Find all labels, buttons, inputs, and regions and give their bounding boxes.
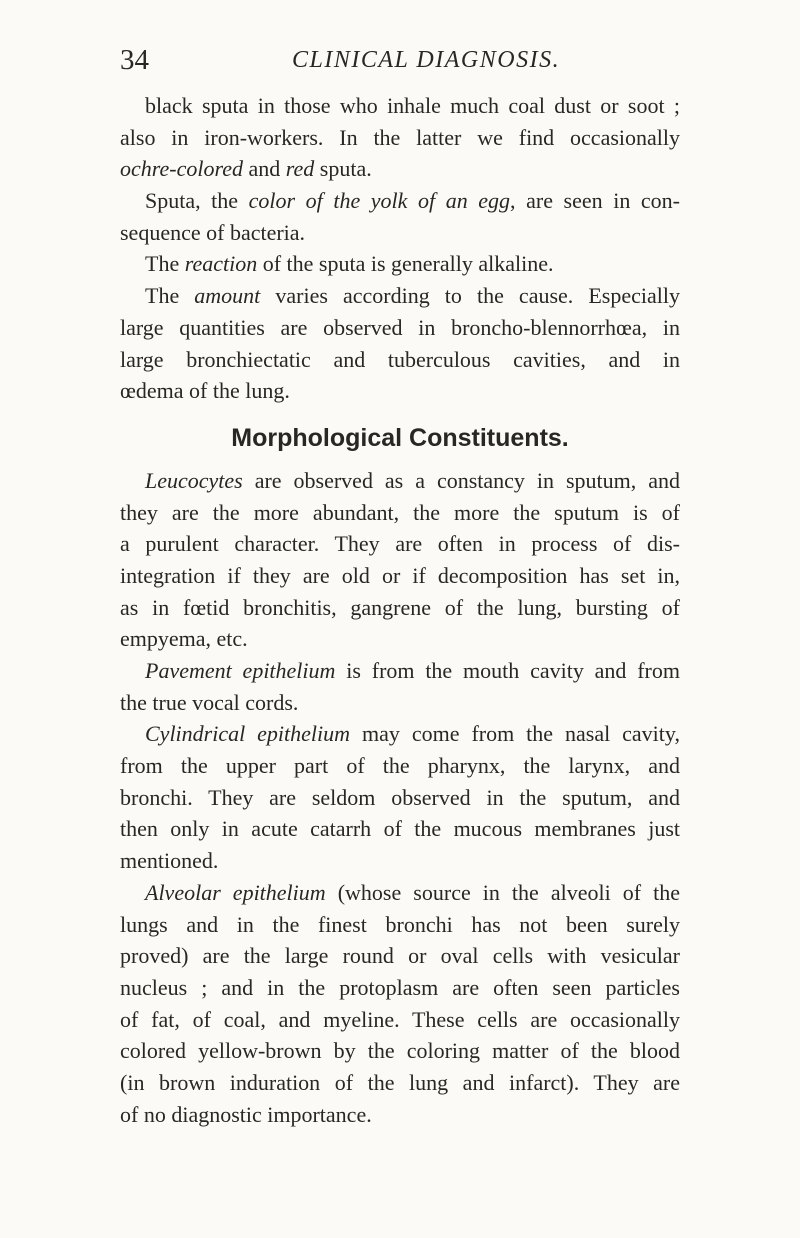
text-run: also in iron-workers. In the latter we find occasionally <box>120 124 680 150</box>
text-line <box>120 465 680 497</box>
text-run: empyema, etc. <box>120 626 248 652</box>
text-run: The <box>145 283 195 309</box>
text-run: mentioned. <box>120 848 219 874</box>
paragraph <box>120 90 680 185</box>
italic-term: red <box>285 156 315 182</box>
text-run: black sputa in those who inhale much coal dust or soot ; <box>145 93 680 118</box>
text-run: of no diagnostic importance. <box>120 1101 372 1127</box>
text-line <box>120 623 680 655</box>
text-run: lungs and in the finest bronchi has not been surely <box>120 911 680 937</box>
text-run: sequence of bacteria. <box>120 219 306 245</box>
text-line <box>120 1067 680 1099</box>
text-line <box>120 1035 680 1067</box>
text-line <box>120 217 680 249</box>
section-heading: Morphological Constituents. <box>231 423 569 452</box>
italic-term: Leucocytes <box>145 467 243 493</box>
paragraph <box>120 718 680 876</box>
text-line <box>120 344 680 376</box>
text-line <box>120 750 680 782</box>
text-line <box>120 940 680 972</box>
text-line <box>120 718 680 750</box>
paragraph <box>120 280 680 407</box>
text-run: œdema of the lung. <box>120 378 290 404</box>
text-line <box>120 1099 680 1131</box>
text-line <box>120 782 680 814</box>
text-line <box>120 877 680 909</box>
text-line <box>120 813 680 845</box>
text-line <box>120 153 680 185</box>
text-line <box>120 528 680 560</box>
text-line <box>120 248 680 280</box>
text-line <box>120 845 680 877</box>
text-run: bronchi. They are seldom observed in the sputum, and <box>120 784 680 810</box>
text-run: large bronchiectatic and tuberculous cavities, and in <box>120 346 680 372</box>
text-line <box>120 375 680 407</box>
text-run: are observed as a constancy in sputum, and <box>242 467 680 493</box>
text-run: large quantities are observed in broncho-blennorrhœa, in <box>120 314 680 340</box>
text-line <box>120 280 680 312</box>
body-text <box>120 90 680 1130</box>
text-line <box>120 90 680 122</box>
paragraph <box>120 465 680 655</box>
paragraph <box>120 248 680 280</box>
text-run: colored yellow-brown by the coloring matter of the blood <box>120 1038 680 1064</box>
paragraph <box>120 655 680 718</box>
text-run: a purulent character. They are often in process of dis- <box>120 531 680 557</box>
italic-term: Pavement epithelium <box>145 658 336 683</box>
paragraph <box>120 877 680 1131</box>
text-line <box>120 560 680 592</box>
text-line <box>120 185 680 217</box>
text-line <box>120 122 680 154</box>
text-run: sputa. <box>314 156 372 182</box>
paragraph <box>120 185 680 248</box>
text-run: may come from the nasal cavity, <box>350 721 680 747</box>
page-header <box>120 44 680 84</box>
text-line <box>120 655 680 687</box>
italic-term: Alveolar epithelium <box>145 879 326 905</box>
text-run: of fat, of coal, and myeline. These cells are occasionally <box>120 1006 680 1032</box>
text-line <box>120 972 680 1004</box>
text-line <box>120 687 680 719</box>
text-run: and <box>243 156 286 182</box>
text-run: nucleus ; and in the protoplasm are often seen particles <box>120 974 680 1000</box>
italic-term: Cylindrical epithelium <box>145 721 351 747</box>
text-run: as in fœtid bronchitis, gangrene of the lung, bursting of <box>120 594 680 620</box>
text-run: then only in acute catarrh of the mucous membranes just <box>120 816 680 842</box>
text-line <box>120 1004 680 1036</box>
text-line <box>120 909 680 941</box>
text-run: , are seen in con- <box>510 188 680 214</box>
text-run: Sputa, the <box>145 188 249 214</box>
text-line <box>120 592 680 624</box>
italic-term: ochre-colored <box>120 156 243 182</box>
text-run: varies according to the cause. Especially <box>260 283 680 309</box>
text-line <box>120 312 680 344</box>
italic-term: amount <box>194 283 261 309</box>
text-run: they are the more abundant, the more the sputum is of <box>120 499 680 525</box>
text-run: of the sputa is generally alkaline. <box>257 251 554 277</box>
text-run: proved) are the large round or oval cells with vesicular <box>120 943 680 969</box>
italic-term: color of the yolk of an egg <box>248 188 511 214</box>
page-number: 34 <box>120 44 149 76</box>
text-run: The <box>145 251 185 277</box>
text-run: integration if they are old or if decomposition has set in, <box>120 562 680 588</box>
running-head: CLINICAL DIAGNOSIS. <box>292 47 561 73</box>
text-run: from the upper part of the pharynx, the larynx, and <box>120 753 680 779</box>
italic-term: reaction <box>184 251 258 277</box>
text-run: is from the mouth cavity and from <box>335 658 680 683</box>
text-run: the true vocal cords. <box>120 689 299 715</box>
text-run: (whose source in the alveoli of the <box>325 879 681 905</box>
text-run: (in brown induration of the lung and infarct). They are <box>120 1069 680 1095</box>
text-line <box>120 497 680 529</box>
